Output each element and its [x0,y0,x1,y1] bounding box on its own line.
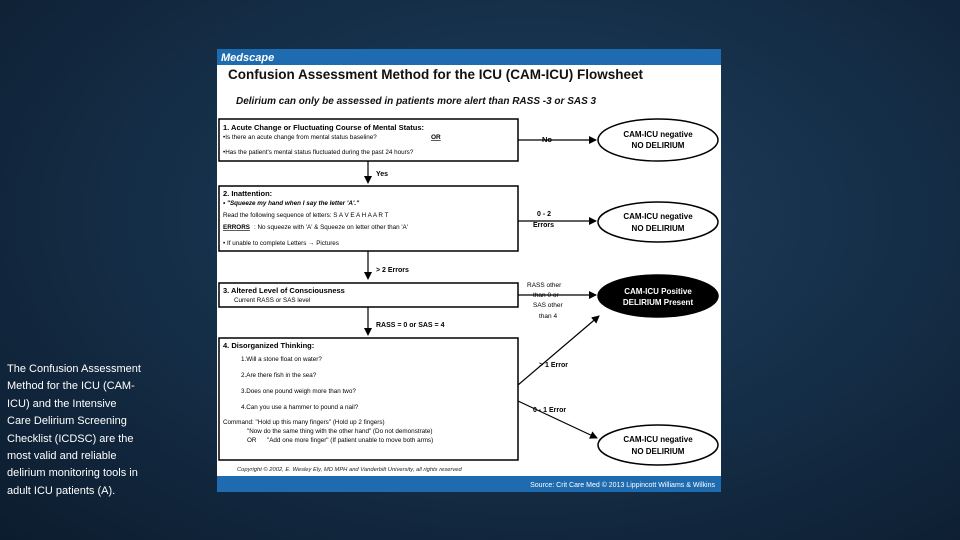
label-rass-other-4: than 4 [539,313,558,320]
step3-heading: 3. Altered Level of Consciousness [223,286,345,295]
step2-line3: : No squeeze with 'A' & Squeeze on letter other than 'A' [254,224,408,231]
outcome-negative-3 [598,425,718,465]
outcome-positive-line1: CAM-ICU Positive [624,287,692,296]
label-gt2-errors: > 2 Errors [376,267,409,274]
label-rass-other-1: RASS other [527,282,562,289]
step4-command2: "Now do the same thing with the other hand" (Do not demonstrate) [247,428,433,435]
flowsheet-subtitle: Delirium can only be assessed in patients more alert than RASS -3 or SAS 3 [236,96,597,107]
step4-command1: Command: "Hold up this many fingers" (Hold up 2 fingers) [223,419,385,426]
outcome-negative-3-line1: CAM-ICU negative [623,435,693,444]
step4-q1: 1.Will a stone float on water? [241,356,322,363]
outcome-negative-1-line2: NO DELIRIUM [631,141,685,150]
outcome-negative-2 [598,202,718,242]
label-yes: Yes [376,171,389,178]
label-gt1-error: > 1 Error [539,362,568,369]
outcome-negative-1 [598,119,718,161]
copyright-notice: Copyright © 2002, E. Wesley Ely, MD MPH and Vanderbilt University, all rights reserved [237,467,462,473]
flowsheet-svg [217,49,721,492]
label-0-2-line1: 0 - 2 [537,211,552,218]
flowsheet-title: Confusion Assessment Method for the ICU (CAM-ICU) Flowsheet [228,67,644,82]
source-credit: Source: Crit Care Med © 2013 Lippincott Williams & Wilkins [530,482,715,489]
step3-line1: Current RASS or SAS level [234,297,311,304]
step2-line2: Read the following sequence of letters: S A V E A H A A R T [223,212,389,219]
label-0-2-line2: Errors [533,222,555,229]
outcome-negative-2-line1: CAM-ICU negative [623,212,693,221]
brand-logo: Medscape [221,52,275,64]
outcome-positive-line2: DELIRIUM Present [622,298,694,307]
step4-heading: 4. Disorganized Thinking: [223,341,315,350]
step4-q2: 2.Are there fish in the sea? [241,372,317,379]
step2-errors-label: ERRORS [223,224,250,231]
step1-heading: 1. Acute Change or Fluctuating Course of Mental Status: [223,123,424,132]
step4-q4: 4.Can you use a hammer to pound a nail? [241,404,359,411]
step4-command3: "Add one more finger" (If patient unable to move both arms) [267,437,434,444]
arrow-step4-to-pos [518,316,599,385]
step2-heading: 2. Inattention: [223,189,273,198]
outcome-positive [598,275,718,317]
step1-or: OR [431,134,441,141]
step4-q3: 3.Does one pound weigh more than two? [241,388,356,395]
header-bar [217,49,721,65]
label-rass-other-3: SAS other [533,302,563,309]
cam-icu-flowsheet-figure [217,49,721,492]
label-0-1-error: 0 - 1 Error [533,407,567,414]
slide-caption: The Confusion Assessment Method for the ICU (CAM-ICU) and the Intensive Care Delirium Screening Checklist (ICDSC) are the most valid and reliable delirium monitoring tools in adult ICU patients (A). [7,363,141,497]
outcome-negative-3-line2: NO DELIRIUM [631,447,685,456]
step2-line4: • If unable to complete Letters → Pictures [223,240,339,247]
outcome-negative-1-line1: CAM-ICU negative [623,130,693,139]
step1-line2: •Has the patient's mental status fluctuated during the past 24 hours? [223,149,414,156]
step4-command3-or: OR [247,437,257,444]
label-rass-other-2: than 0 or [533,292,559,299]
step1-line1: •Is there an acute change from mental status baseline? [223,134,377,141]
label-no: No [542,135,552,144]
label-rass-zero: RASS = 0 or SAS = 4 [376,322,445,329]
outcome-negative-2-line2: NO DELIRIUM [631,224,685,233]
step2-line1: • "Squeeze my hand when I say the letter 'A'." [223,200,360,207]
